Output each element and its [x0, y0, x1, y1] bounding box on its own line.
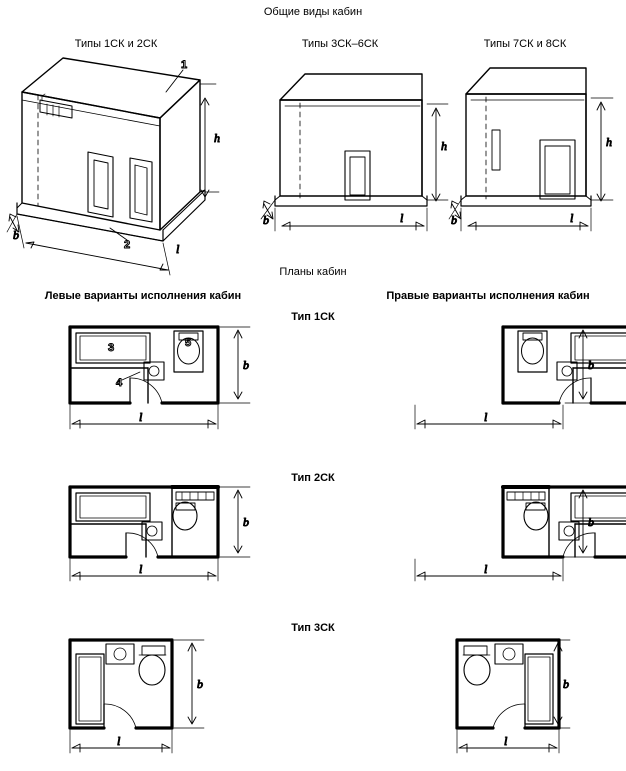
iso-view-2 [261, 74, 448, 231]
callout-1: 1 [181, 59, 188, 71]
iso-view-1 [7, 58, 220, 275]
dim-l-1: l [176, 242, 180, 256]
callout-5: 5 [185, 337, 192, 349]
plan-3sk-left [70, 640, 204, 753]
dim-b-p3l: b [197, 677, 203, 691]
plan-header-right: Правые варианты исполнения кабин [386, 290, 590, 302]
plan-2sk-right-dims [415, 487, 595, 581]
view-label-2: Типы 3СК–6СК [301, 38, 379, 50]
plan-row-label-2: Тип 2СК [291, 472, 335, 484]
plan-1sk-left [70, 327, 250, 429]
plan-3sk-right [457, 640, 559, 728]
dim-l-p1r: l [484, 410, 488, 424]
plan-row-label-3: Тип 3СК [291, 622, 335, 634]
plan-1sk-right-dims [415, 327, 595, 429]
dim-b-p1l: b [243, 358, 249, 372]
dim-b-2: b [263, 213, 269, 227]
callout-3: 3 [108, 342, 115, 354]
dim-l-p2l: l [139, 562, 143, 576]
dim-l-2: l [400, 211, 404, 225]
dim-h-1: h [214, 131, 220, 145]
view-label-3: Типы 7СК и 8СК [483, 38, 567, 50]
plan-1sk-right [503, 327, 626, 403]
dim-l-3: l [570, 211, 574, 225]
dim-l-p1l: l [139, 410, 143, 424]
dim-l-p2r: l [484, 562, 488, 576]
dim-l-p3r: l [504, 734, 508, 748]
callout-4: 4 [116, 377, 123, 389]
dim-b-p2l: b [243, 515, 249, 529]
iso-view-3 [449, 68, 613, 231]
view-label-1: Типы 1СК и 2СК [74, 38, 158, 50]
plan-header-left: Левые варианты исполнения кабин [44, 290, 242, 302]
plan-row-label-1: Тип 1СК [291, 311, 335, 323]
dim-b-p3r: b [563, 677, 569, 691]
dim-l-p3l: l [117, 734, 121, 748]
plan-2sk-left [70, 487, 250, 581]
page-title: Общие виды кабин [263, 6, 363, 18]
dim-h-2: h [441, 139, 447, 153]
plans-title: Планы кабин [279, 266, 347, 278]
callout-2: 2 [124, 239, 131, 251]
dim-b-3: b [451, 213, 457, 227]
dim-b-p2r: b [588, 515, 594, 529]
dim-b-p1r: b [588, 358, 594, 372]
dim-h-3: h [606, 135, 612, 149]
dim-b-1: b [13, 228, 19, 242]
plan-2sk-right [503, 487, 626, 557]
